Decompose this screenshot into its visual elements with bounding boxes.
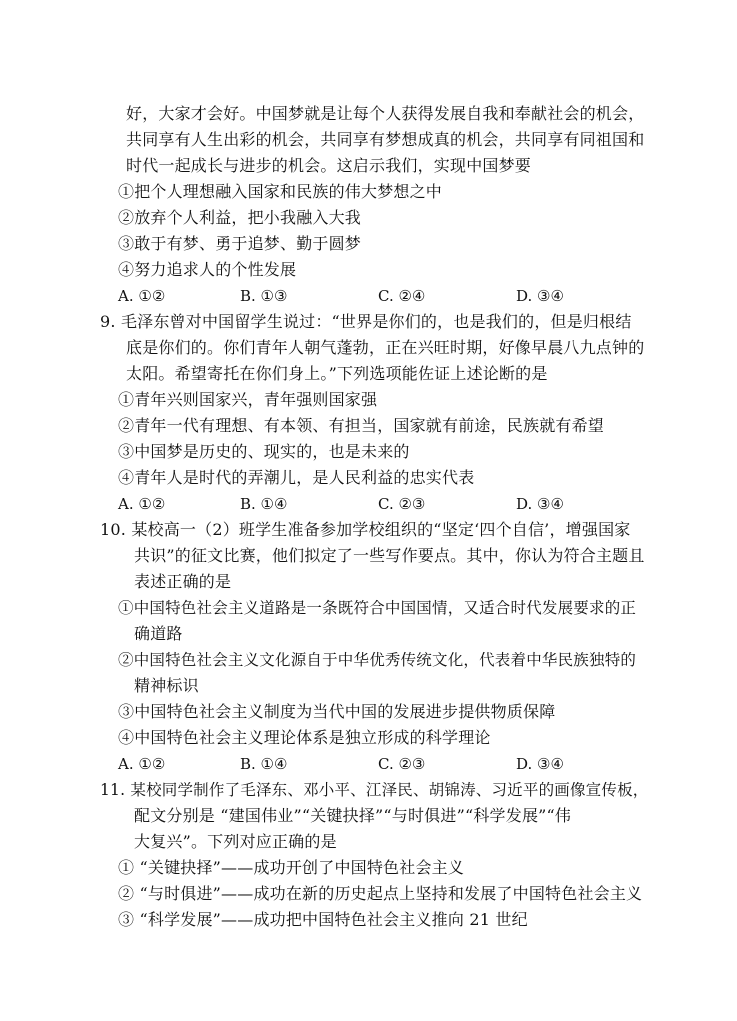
- q10-item-3: ③中国特色社会主义制度为当代中国的发展进步提供物质保障: [118, 702, 556, 721]
- q8-stem-line-3: 时代一起成长与进步的机会。这启示我们，实现中国梦要: [126, 156, 532, 175]
- q9-choice-d: D. ③④: [516, 495, 564, 513]
- q10-choice-a: A. ①②: [118, 755, 166, 773]
- q8-item-4: ④努力追求人的个性发展: [118, 260, 297, 279]
- q10-item-1: ①中国特色社会主义道路是一条既符合中国国情，又适合时代发展要求的正: [118, 599, 637, 617]
- q8-stem-line-2: 共同享有人生出彩的机会，共同享有梦想成真的机会，共同享有同祖国和: [126, 130, 645, 149]
- q10-choice-b: B. ①④: [240, 755, 288, 773]
- q9-item-4: ④青年人是时代的弄潮儿，是人民利益的忠实代表: [118, 468, 475, 487]
- q10-item-2: ②中国特色社会主义文化源自于中华优秀传统文化，代表着中华民族独特的: [118, 651, 637, 669]
- q9-stem-line-2: 底是你们的。你们青年人朝气蓬勃，正在兴旺时期，好像早晨八九点钟的: [126, 338, 645, 357]
- q11-stem-line-3: 大复兴”。下列对应正确的是: [134, 832, 337, 851]
- q8-choice-d: D. ③④: [516, 287, 564, 305]
- q8-stem-line-1: 好，大家才会好。中国梦就是让每个人获得发展自我和奉献社会的机会，: [126, 104, 645, 123]
- q9-stem-line-1: 9. 毛泽东曾对中国留学生说过：“世界是你们的，也是我们的，但是归根结: [100, 312, 632, 331]
- q8-choice-a: A. ①②: [118, 287, 166, 305]
- q8-item-2: ②放弃个人利益，把小我融入大我: [118, 208, 362, 227]
- q9-choice-a: A. ①②: [118, 495, 166, 513]
- q10-stem-line-3: 表述正确的是: [134, 572, 232, 591]
- q9-item-2: ②青年一代有理想、有本领、有担当，国家就有前途，民族就有希望: [118, 416, 605, 435]
- q10-item-2-cont: 精神标识: [134, 676, 199, 695]
- q8-item-1: ①把个人理想融入国家和民族的伟大梦想之中: [118, 182, 443, 201]
- q10-stem-line-2: 共识”的征文比赛，他们拟定了一些写作要点。其中，你认为符合主题且: [134, 546, 645, 565]
- q11-item-1: ① “关键抉择”——成功开创了中国特色社会主义: [118, 858, 465, 877]
- q10-stem-line-1: 10. 某校高一（2）班学生准备参加学校组织的“坚定‘四个自信’，增强国家: [100, 520, 631, 539]
- q9-choice-c: C. ②③: [378, 495, 426, 513]
- q11-item-2: ② “与时俱进”——成功在新的历史起点上坚持和发展了中国特色社会主义: [118, 884, 643, 903]
- q9-item-3: ③中国梦是历史的、现实的，也是未来的: [118, 442, 410, 461]
- q8-choice-b: B. ①③: [240, 287, 288, 305]
- q8-item-3: ③敢于有梦、勇于追梦、勤于圆梦: [118, 234, 362, 253]
- q9-stem-line-3: 太阳。希望寄托在你们身上。”下列选项能佐证上述论断的是: [126, 364, 548, 383]
- q10-item-4: ④中国特色社会主义理论体系是独立形成的科学理论: [118, 728, 491, 747]
- q9-item-1: ①青年兴则国家兴，青年强则国家强: [118, 390, 378, 409]
- q11-stem-line-2: 配文分别是 “建国伟业”“关键抉择”“与时俱进”“科学发展”“伟: [134, 806, 572, 825]
- q9-choice-b: B. ①④: [240, 495, 288, 513]
- q10-item-1-cont: 确道路: [134, 624, 183, 643]
- q10-choice-c: C. ②③: [378, 755, 426, 773]
- q10-choice-d: D. ③④: [516, 755, 564, 773]
- q11-item-3: ③ “科学发展”——成功把中国特色社会主义推向 21 世纪: [118, 910, 528, 929]
- q11-stem-line-1: 11. 某校同学制作了毛泽东、邓小平、江泽民、胡锦涛、习近平的画像宣传板，: [100, 781, 649, 799]
- q8-choice-c: C. ②④: [378, 287, 426, 305]
